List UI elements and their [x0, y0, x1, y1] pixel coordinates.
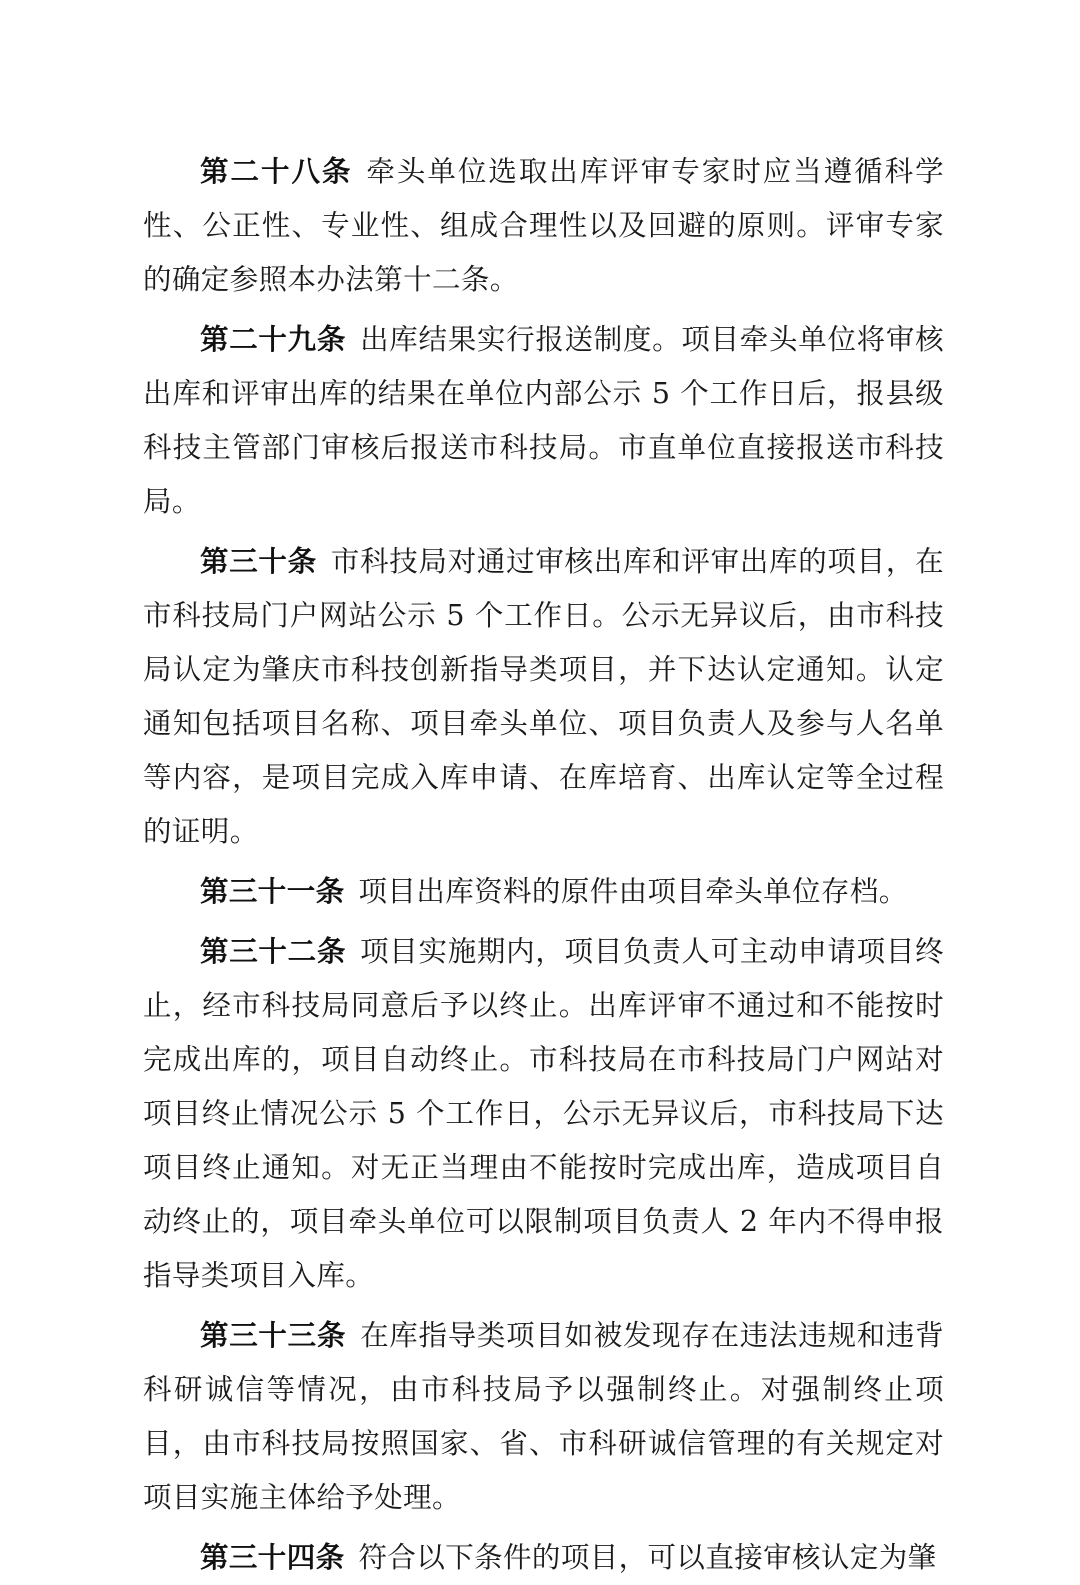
article-33	[143, 1309, 944, 1525]
article-30	[143, 535, 944, 859]
document-body	[143, 145, 944, 1585]
article-heading: 第二十九条	[200, 323, 347, 356]
article-heading: 第三十三条	[200, 1319, 347, 1352]
article-31	[143, 865, 944, 919]
article-heading: 第三十四条	[200, 1541, 345, 1574]
article-text: 项目出库资料的原件由项目牵头单位存档。	[358, 875, 908, 908]
article-text: 符合以下条件的项目，可以直接审核认定为肇	[358, 1541, 937, 1574]
article-29	[143, 313, 944, 529]
article-text: 市科技局对通过审核出库和评审出库的项目，在市科技局门户网站公示 5 个工作日。公示无异议后，由市科技局认定为肇庆市科技创新指导类项目，并下达认定通知。认定通知包括项目名称、项目牵头单位、项目负责人及参与人名单等内容，是项目完成入库申请、在库培育、出库认定等全过程的证明。	[143, 545, 944, 848]
article-text: 牵头单位选取出库评审专家时应当遵循科学性、公正性、专业性、组成合理性以及回避的原则。评审专家的确定参照本办法第十二条。	[143, 155, 944, 296]
article-text: 项目实施期内，项目负责人可主动申请项目终止，经市科技局同意后予以终止。出库评审不通过和不能按时完成出库的，项目自动终止。市科技局在市科技局门户网站对项目终止情况公示 5 个工作日，公示无异议后，市科技局下达项目终止通知。对无正当理由不能按时完成出库，造成项目自动终止的，项目牵头单位可以限制项目负责人 2 年内不得申报指导类项目入库。	[143, 935, 944, 1292]
article-text: 在库指导类项目如被发现存在违法违规和违背科研诚信等情况，由市科技局予以强制终止。对强制终止项目，由市科技局按照国家、省、市科研诚信管理的有关规定对项目实施主体给予处理。	[143, 1319, 944, 1514]
article-28	[143, 145, 944, 307]
article-heading: 第三十条	[200, 545, 317, 578]
article-heading: 第三十二条	[200, 935, 347, 968]
article-32	[143, 925, 944, 1303]
article-heading: 第三十一条	[200, 875, 345, 908]
article-34	[143, 1531, 944, 1585]
article-text: 出库结果实行报送制度。项目牵头单位将审核出库和评审出库的结果在单位内部公示 5 个工作日后，报县级科技主管部门审核后报送市科技局。市直单位直接报送市科技局。	[143, 323, 944, 518]
article-heading: 第二十八条	[200, 155, 353, 188]
